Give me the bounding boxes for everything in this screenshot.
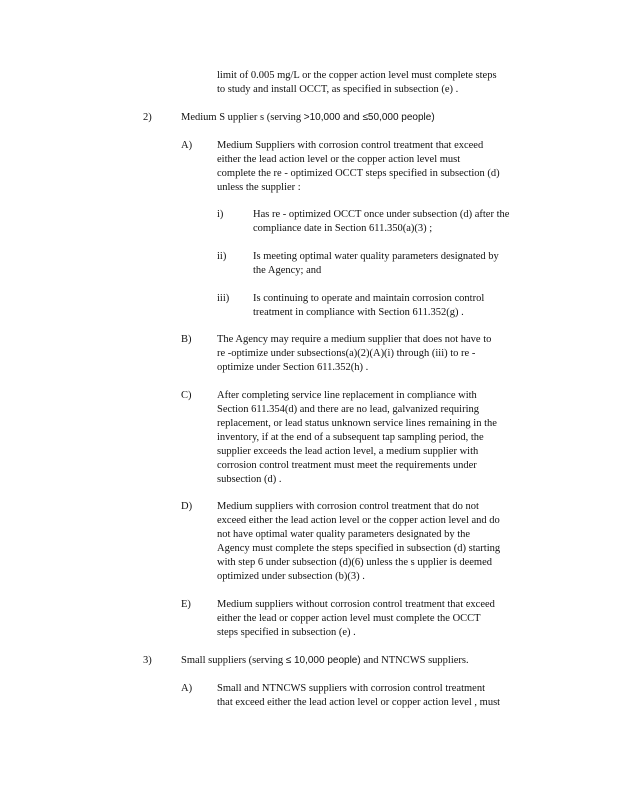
text-line: optimized under subsection (b)(3) . xyxy=(217,571,365,582)
text-line: compliance date in Section 611.350(a)(3) ; xyxy=(253,223,433,234)
text-line: either the lead action level or the copper action level must xyxy=(217,154,461,165)
text-line: optimize under Section 611.352(h) . xyxy=(217,362,369,373)
text-line: After completing service line replacement in compliance with xyxy=(217,390,477,401)
text-line: Is continuing to operate and maintain corrosion control xyxy=(253,293,485,304)
text-line: replacement, or lead status unknown service lines remaining in the xyxy=(217,418,497,429)
text-line: corrosion control treatment must meet the requirements under xyxy=(217,460,477,471)
text-line: Is meeting optimal water quality parameters designated by xyxy=(253,251,499,262)
text-line: with step 6 under subsection (d)(6) unless the s upplier is deemed xyxy=(217,557,492,568)
roman-label: ii) xyxy=(217,251,227,262)
text-line: Section 611.354(d) and there are no lead, galvanized requiring xyxy=(217,404,480,415)
text-line: steps specified in subsection (e) . xyxy=(217,627,356,638)
item-number: 2) xyxy=(143,112,152,123)
text-line: exceed either the lead action level or the copper action level and do xyxy=(217,515,500,526)
roman-label: i) xyxy=(217,209,224,220)
text-line: Medium Suppliers with corrosion control treatment that exceed xyxy=(217,140,484,151)
text-line: Medium suppliers with corrosion control treatment that do not xyxy=(217,501,479,512)
subitem-label: A) xyxy=(181,140,193,151)
text-line: Small and NTNCWS suppliers with corrosion control treatment xyxy=(217,683,485,694)
text-line: either the lead or copper action level must complete the OCCT xyxy=(217,613,481,624)
text-line: not have optimal water quality parameters designated by the xyxy=(217,529,471,540)
text-line: The Agency may require a medium supplier that does not have to xyxy=(217,334,492,345)
item-number: 3) xyxy=(143,655,152,666)
text-line: Has re - optimized OCCT once under subsection (d) after the xyxy=(253,209,510,220)
text-line: subsection (d) . xyxy=(217,474,282,485)
text-line: treatment in compliance with Section 611.352(g) . xyxy=(253,307,464,318)
text-line: the Agency; and xyxy=(253,265,322,276)
text-line: to study and install OCCT, as specified in subsection (e) . xyxy=(217,84,459,95)
heading-text: and NTNCWS suppliers. xyxy=(363,655,469,666)
section-heading xyxy=(181,654,469,667)
subitem-label: C) xyxy=(181,390,192,401)
roman-label: iii) xyxy=(217,293,230,304)
text-line: unless the supplier : xyxy=(217,182,301,193)
subitem-label: B) xyxy=(181,334,192,345)
text-line: limit of 0.005 mg/L or the copper action level must complete steps xyxy=(217,70,497,81)
text-line: re -optimize under subsections(a)(2)(A)(i) through (iii) to re - xyxy=(217,348,476,359)
text-line: Agency must complete the steps specified in subsection (d) starting xyxy=(217,543,501,554)
subitem-label: E) xyxy=(181,599,191,610)
heading-range: ≤ 10,000 people) xyxy=(285,655,361,666)
heading-range: >10,000 and ≤50,000 people) xyxy=(303,112,435,123)
text-line: complete the re - optimized OCCT steps specified in subsection (d) xyxy=(217,168,500,179)
heading-text: Medium S upplier s (serving xyxy=(181,112,302,123)
text-line: inventory, if at the end of a subsequent tap sampling period, the xyxy=(217,432,484,443)
text-line: supplier exceeds the lead action level, a medium supplier with xyxy=(217,446,479,457)
section-heading xyxy=(181,111,435,124)
text-line: Medium suppliers without corrosion control treatment that exceed xyxy=(217,599,495,610)
subitem-label: D) xyxy=(181,501,193,512)
text-line: that exceed either the lead action level or copper action level , must xyxy=(217,697,501,708)
subitem-label: A) xyxy=(181,683,193,694)
heading-text: Small suppliers (serving xyxy=(181,655,284,666)
